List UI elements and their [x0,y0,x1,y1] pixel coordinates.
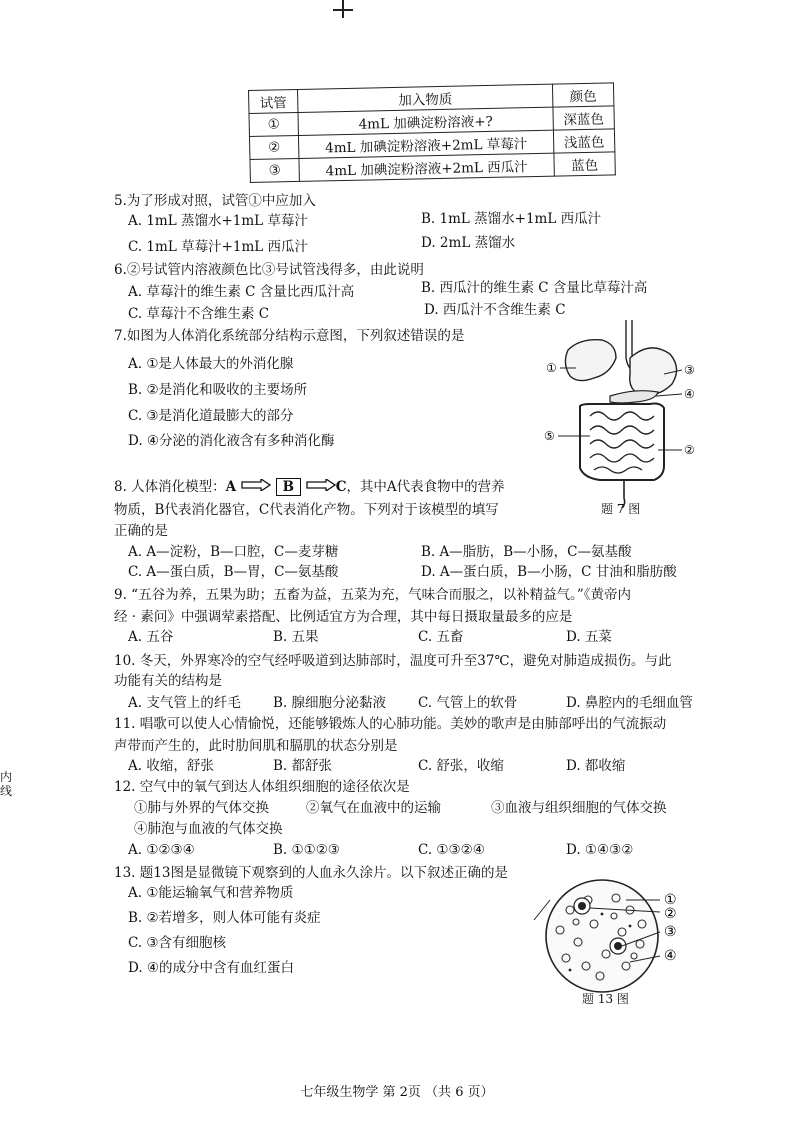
figure7-label-1: ① [546,361,557,375]
figure13-label-4: ④ [664,948,677,964]
q12-option-b: B. ①①②③ [273,842,340,858]
arrow-right-icon [306,479,336,491]
q6-option-a: A. 草莓汁的维生素 C 含量比西瓜汁高 [128,284,355,300]
q9-option-c: C. 五畜 [418,629,464,645]
q13-option-a: A. ①能运输氧气和营养物质 [128,885,294,901]
table-cell: ② [249,135,298,159]
q5-option-b: B. 1mL 蒸馏水+1mL 西瓜汁 [421,211,602,227]
table-cell: ① [249,112,298,136]
q9-option-d: D. 五菜 [566,629,612,645]
q8-stem-suffix: ，其中A代表食物中的营养 [346,479,505,495]
q7-option-b: B. ②是消化和吸收的主要场所 [128,382,308,398]
q10-stem-line2: 功能有关的结构是 [114,673,222,689]
microscope-field [546,880,658,992]
pancreas-shape [610,391,658,403]
q11-option-d: D. 都收缩 [566,758,626,774]
q12-stem: 12. 空气中的氧气到达人体组织细胞的途径依次是 [114,779,410,795]
q7-option-a: A. ①是人体最大的外消化腺 [128,356,294,372]
q6-option-c: C. 草莓汁不含维生素 C [128,306,270,322]
q7-option-c: C. ③是消化道最膨大的部分 [128,408,294,424]
model-b-box: B [276,478,301,496]
table-header-cell: 颜色 [552,83,613,107]
model-c-label: C [335,479,347,495]
q10-option-d: D. 鼻腔内的毛细血管 [566,695,693,711]
q8-stem-prefix: 8. 人体消化模型： [114,479,226,495]
q11-stem-line2: 声带而产生的，此时肋间肌和膈肌的状态分别是 [114,738,398,754]
table-cell: 4mL 加碘淀粉溶液+? [298,107,553,135]
q5-option-a: A. 1mL 蒸馏水+1mL 草莓汁 [128,213,308,229]
q12-step-1: ①肺与外界的气体交换 [134,800,269,816]
table-cell: 4mL 加碘淀粉溶液+2mL 西瓜汁 [299,153,554,181]
q11-option-a: A. 收缩，舒张 [128,758,214,774]
figure7-label-3: ③ [684,363,695,377]
q9-stem-line2: 经 · 素问》中强调荤素搭配、比例适宜方为合理，其中每日摄取量最多的应是 [114,609,573,625]
q13-option-b: B. ②若增多，则人体可能有炎症 [128,910,321,926]
figure7-label-2: ② [684,443,695,457]
q8-model-line [114,478,505,496]
q13-option-d: D. ④的成分中含有血红蛋白 [128,960,295,976]
q6-option-b: B. 西瓜汁的维生素 C 含量比草莓汁高 [421,280,648,296]
reagent-table [248,82,616,183]
q8-option-d: D. A—蛋白质，B—小肠，C 甘油和脂肪酸 [421,564,677,580]
q8-option-b: B. A—脂肪，B—小肠，C—氨基酸 [421,544,632,560]
table-header-cell: 加入物质 [297,84,552,112]
q12-step-3: ③血液与组织细胞的气体交换 [491,800,667,816]
q9-option-a: A. 五谷 [128,629,174,645]
q8-stem-line3: 正确的是 [114,523,168,539]
q12-option-a: A. ①②③④ [128,842,195,858]
q13-stem: 13. 题13图是显微镜下观察到的人血永久涂片。以下叙述正确的是 [114,865,508,881]
q12-option-c: C. ①③②④ [418,842,485,858]
table-cell: 浅蓝色 [553,129,614,153]
q9-option-b: B. 五果 [273,629,319,645]
q6-option-d: D. 西瓜汁不含维生素 C [424,302,566,318]
q11-option-c: C. 舒张，收缩 [418,758,504,774]
table-cell: ③ [250,158,299,182]
q12-step-4: ④肺泡与血液的气体交换 [134,821,283,837]
q8-option-a: A. A—淀粉，B—口腔，C—麦芽糖 [128,544,339,560]
q5-option-d: D. 2mL 蒸馏水 [421,235,516,251]
figure13-label-3: ③ [664,924,677,940]
q7-option-d: D. ④分泌的消化液含有多种消化酶 [128,433,335,449]
blood-smear-figure [530,870,700,1010]
q8-stem-line2: 物质，B代表消化器官，C代表消化产物。下列对于该模型的填写 [114,502,499,518]
figure13-label-1: ① [664,892,677,908]
model-a-label: A [225,479,237,495]
liver-shape [565,340,616,381]
q13-option-c: C. ③含有细胞核 [128,935,227,951]
q12-option-d: D. ①④③② [566,842,634,858]
q6-stem: 6.②号试管内溶液颜色比③号试管浅得多，由此说明 [114,262,424,278]
q9-stem-line1: 9. “五谷为养，五果为助；五畜为益，五菜为充，气味合而服之，以补精益气。”《黄帝内 [114,587,631,603]
arrow-right-icon [241,479,271,491]
figure13-label-2: ② [664,906,677,922]
digestive-system-figure [540,318,710,518]
figure7-label-5: ⑤ [544,429,555,443]
page-footer: 七年级生物学 第 2页 （共 6 页） [300,1085,494,1100]
binding-margin-mark: 内 线 [0,770,13,798]
q10-option-a: A. 支气管上的纤毛 [128,695,241,711]
small-intestine-shape [590,412,654,473]
q10-stem-line1: 10. 冬天，外界寒冷的空气经呼吸道到达肺部时，温度可升至37℃，避免对肺造成损伤。与此 [114,653,672,669]
table-header-cell: 试管 [249,89,298,113]
q12-step-2: ②氧气在血液中的运输 [306,800,441,816]
table-cell: 深蓝色 [553,106,614,130]
q10-option-c: C. 气管上的软骨 [418,695,518,711]
q10-option-b: B. 腺细胞分泌黏液 [273,695,387,711]
table-cell: 蓝色 [554,152,615,176]
q11-option-b: B. 都舒张 [273,758,333,774]
stomach-shape [630,348,677,395]
figure13-caption: 题 13 图 [582,992,629,1006]
crosshair-mark [333,0,353,18]
q5-option-c: C. 1mL 草莓汁+1mL 西瓜汁 [128,239,309,255]
q11-stem-line1: 11. 唱歌可以使人心情愉悦，还能够锻炼人的心肺功能。美妙的歌声是由肺部呼出的气流振动 [114,716,667,732]
table-cell: 4mL 加碘淀粉溶液+2mL 草莓汁 [298,130,553,158]
figure7-caption: 题 7 图 [601,502,641,516]
figure7-label-4: ④ [684,387,695,401]
q7-stem: 7.如图为人体消化系统部分结构示意图，下列叙述错误的是 [114,328,465,344]
q8-option-c: C. A—蛋白质，B—胃，C—氨基酸 [128,564,339,580]
q5-stem: 5.为了形成对照，试管①中应加入 [114,193,316,209]
